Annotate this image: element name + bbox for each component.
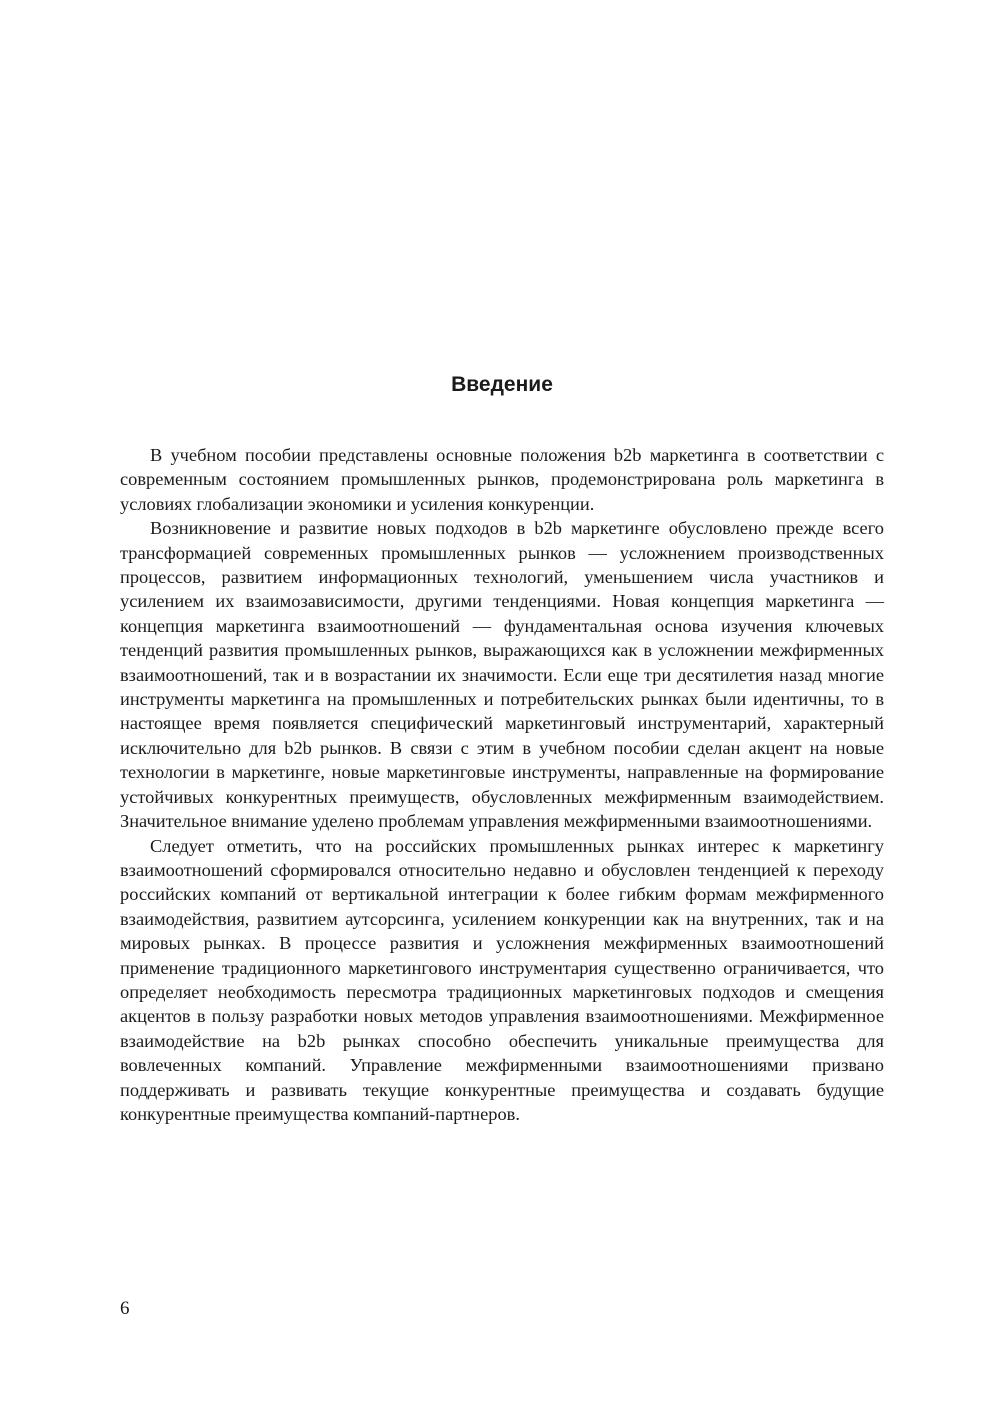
paragraph: В учебном пособии представлены основные положения b2b маркетинга в соответствии с современным состоянием промышленных рынков, продемонстрирована роль маркетинга в условиях глобализации экономики и усиления конкуренции.: [120, 445, 884, 514]
paragraph: Возникновение и развитие новых подходов в b2b маркетинге обусловлено прежде всего трансформацией современных промышленных рынков — усложнением производственных процессов, развитием информационных технологий, уменьшением числа участников и усилением их взаимозависимости, другими тенденциями. Новая концепция маркетинга — концепция маркетинга взаимоотношений — фундаментальная основа изучения ключевых тенденций развития промышленных рынков, выражающихся как в усложнении межфирменных взаимоотношений, так и в возрастании их значимости. Если еще три десятилетия назад многие инструменты маркетинга на промышленных и потребительских рынках были идентичны, то в настоящее время появляется специфический маркетинговый инструментарий, характерный исключительно для b2b рынков. В связи с этим в учебном пособии сделан акцент на новые технологии в маркетинге, новые маркетинговые инструменты, направленные на формирование устойчивых конкурентных преимуществ, обусловленных межфирменным взаимодействием. Значительное внимание уделено проблемам управления межфирменными взаимоотношениями.: [120, 518, 884, 832]
body-text: [120, 443, 884, 1126]
page-number: 6: [120, 1298, 130, 1319]
paragraph: Следует отметить, что на российских промышленных рынках интерес к маркетингу взаимоотношений сформировался относительно недавно и обусловлен тенденцией к переходу российских компаний от вертикальной интеграции к более гибким формам межфирменного взаимодействия, развитием аутсорсинга, усилением конкуренции как на внутренних, так и на мировых рынках. В процессе развития и усложнения межфирменных взаимоотношений применение традиционного маркетингового инструментария существенно ограничивается, что определяет необходимость пересмотра традиционных маркетинговых подходов и смещения акцентов в пользу разработки новых методов управления взаимоотношениями. Межфирменное взаимодействие на b2b рынках способно обеспечить уникальные преимущества для вовлеченных компаний. Управление межфирменными взаимоотношениями призвано поддерживать и развивать текущие конкурентные преимущества и создавать будущие конкурентные преимущества компаний-партнеров.: [120, 835, 884, 1124]
section-heading: Введение: [451, 373, 553, 396]
